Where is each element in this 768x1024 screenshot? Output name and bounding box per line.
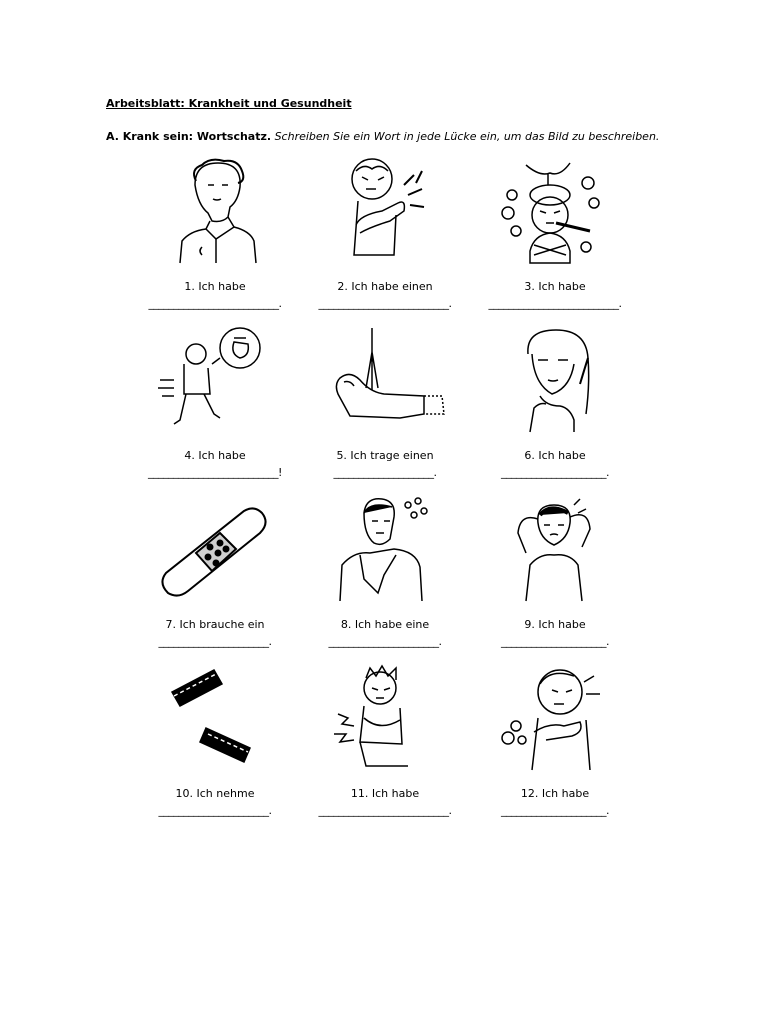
item-prompt: 4. Ich habe bbox=[184, 449, 246, 462]
page-title: Arbeitsblatt: Krankheit und Gesundheit bbox=[106, 97, 352, 110]
item-prompt: 7. Ich brauche ein bbox=[165, 618, 265, 631]
answer-blank[interactable]: __________________________. bbox=[318, 804, 452, 817]
exercise-item bbox=[130, 493, 300, 662]
stomachache-icon bbox=[320, 662, 450, 772]
item-prompt: 12. Ich habe bbox=[520, 787, 590, 800]
leg-cast-icon bbox=[320, 324, 450, 434]
exercise-item bbox=[470, 493, 640, 662]
answer-blank[interactable]: __________________________. bbox=[318, 297, 452, 310]
item-prompt: 6. Ich habe bbox=[524, 449, 586, 462]
section-instructions: Schreiben Sie ein Wort in jede Lücke ein, um das Bild zu beschreiben. bbox=[274, 130, 660, 143]
item-prompt: 10. Ich nehme bbox=[175, 787, 255, 800]
answer-blank[interactable]: ______________________. bbox=[328, 635, 442, 648]
item-prompt: 9. Ich habe bbox=[524, 618, 586, 631]
exercise-item bbox=[300, 324, 470, 493]
answer-blank[interactable]: __________________________. bbox=[488, 297, 622, 310]
answer-blank[interactable]: __________________________! bbox=[148, 466, 282, 479]
exercise-item bbox=[300, 155, 470, 324]
exercise-item bbox=[130, 324, 300, 493]
answer-blank[interactable]: ______________________. bbox=[158, 635, 272, 648]
exercise-item bbox=[470, 662, 640, 831]
coughing-icon bbox=[490, 662, 620, 772]
exercise-item bbox=[470, 324, 640, 493]
shoulder-pain-icon bbox=[320, 155, 450, 265]
pills-icon bbox=[150, 662, 280, 772]
item-prompt: 2. Ich habe einen bbox=[337, 280, 433, 293]
answer-blank[interactable]: __________________________. bbox=[148, 297, 282, 310]
exercise-item bbox=[130, 155, 300, 324]
answer-blank[interactable]: _____________________. bbox=[501, 804, 609, 817]
answer-blank[interactable]: ______________________. bbox=[158, 804, 272, 817]
item-prompt: 8. Ich habe eine bbox=[340, 618, 430, 631]
exercise-item bbox=[470, 155, 640, 324]
section-heading bbox=[106, 130, 659, 143]
sore-throat-icon bbox=[490, 324, 620, 434]
exercise-item bbox=[300, 662, 470, 831]
answer-blank[interactable]: _____________________. bbox=[501, 635, 609, 648]
item-prompt: 1. Ich habe bbox=[184, 280, 246, 293]
headache-icon bbox=[490, 493, 620, 603]
answer-blank[interactable]: _____________________. bbox=[501, 466, 609, 479]
bandage-icon bbox=[150, 493, 280, 603]
answer-blank[interactable]: ____________________. bbox=[333, 466, 437, 479]
fever-thermometer-icon bbox=[490, 155, 620, 265]
item-prompt: 11. Ich habe bbox=[350, 787, 420, 800]
section-label: A. Krank sein: Wortschatz. bbox=[106, 130, 272, 143]
item-prompt: 3. Ich habe bbox=[524, 280, 586, 293]
pale-man-icon bbox=[150, 155, 280, 265]
exercise-grid bbox=[130, 155, 640, 831]
cold-tissue-icon bbox=[320, 493, 450, 603]
exercise-item bbox=[130, 662, 300, 831]
running-to-toilet-icon bbox=[150, 324, 280, 434]
exercise-item bbox=[300, 493, 470, 662]
item-prompt: 5. Ich trage einen bbox=[336, 449, 434, 462]
